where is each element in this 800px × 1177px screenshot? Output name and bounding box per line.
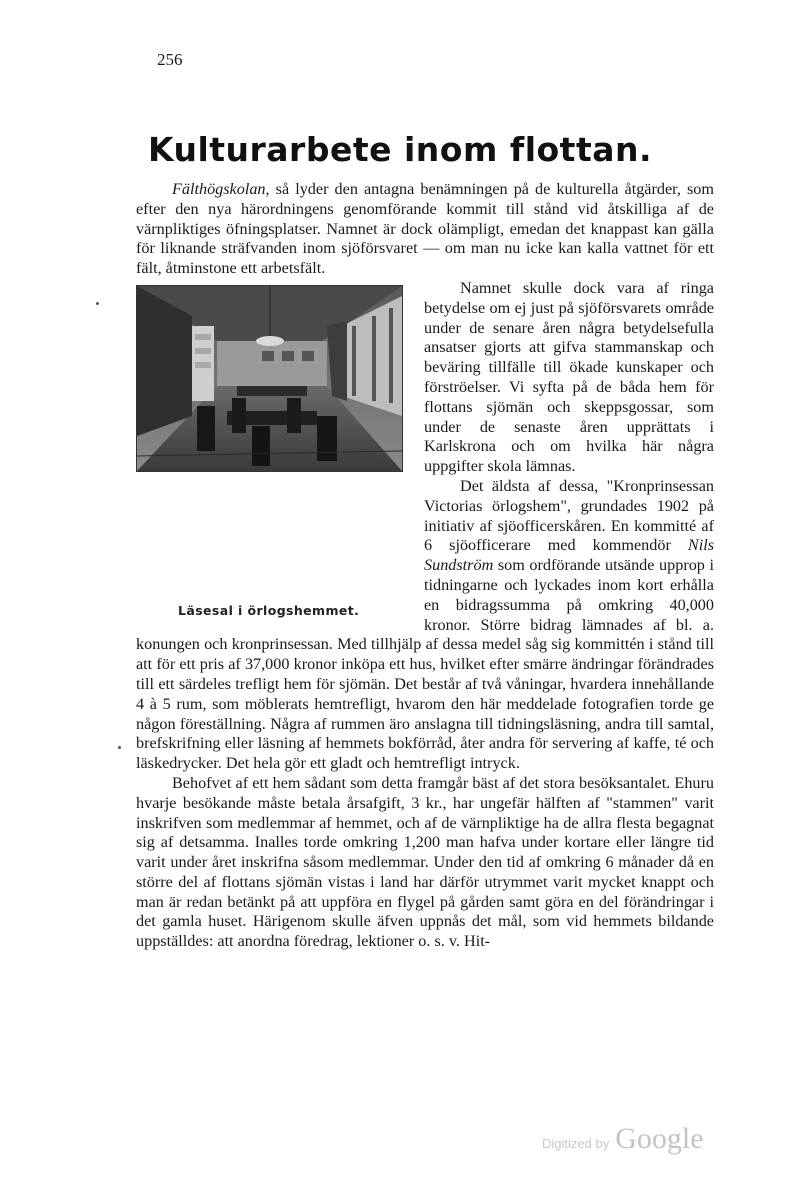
digitized-watermark — [542, 1122, 704, 1156]
reading-room-photo — [136, 285, 403, 472]
paragraph-3-part1: Det äldsta af dessa, "Kronprinsessan Victorias örlogshem", grundades 1902 på initiativ af sjöofficerskåren. En kommitté af 6 sjöofficerare med kommendör — [424, 476, 714, 555]
watermark-small-text: Digitized by — [542, 1136, 610, 1151]
reading-room-figure — [136, 283, 406, 625]
page-number: 256 — [157, 50, 183, 69]
article-body — [136, 180, 714, 952]
paragraph-3-italic-name: Nils Sundström — [424, 536, 714, 575]
paragraph-4: Behofvet af ett hem sådant som detta framgår bäst af det stora besöksantalet. Ehuru hvarje besökande måste betala årsafgift, 3 kr., har ungefär hälften af "stammen" varit inskrifven som medlemmar af hemmet, och af de värnpliktige ha de allra flesta begagnat sig af detsamma. Inalles torde omkring 1,200 man hafva under kortare eller längre tid varit under året inskrifna såsom medlemmar. Under den tid af omkring 6 månader då en större del af flottans sjömän vistas i land har därför utrymmet varit mycket knappt och man är redan betänkt på att uppföra en flygel på gården samt göra en del förändringar i det gamla huset. Härigenom skulle äfven uppnås det mål, som vid hemmets bildande uppställdes: att anordna föredrag, lektioner o. s. v. Hit- — [136, 773, 714, 951]
figure-caption: Läsesal i örlogshemmet. — [178, 602, 360, 618]
reading-room-image — [137, 286, 402, 471]
intro-text: , så lyder den antagna benämningen på de kulturella åtgärder, som efter den nya härordningens genomförande kommit till stånd vid åtskilliga af de värnpliktiges öfningsplatser. Namnet är dock olämpligt, emedan det knappast kan gälla för liknande sträfvanden inom sjöförsvaret — om man nu icke kan kalla vattnet för ett fält, åtminstone ett arbetsfält. — [136, 180, 714, 278]
watermark-logo-text: Google — [615, 1122, 704, 1155]
paragraph-2: Namnet skulle dock vara af ringa betydelse om ej just på sjöförsvarets område under de senare åren några betydelsefulla ansatser gjorts att gifva stammanskap och beväring tillfälle till ökade kunskaper och förströelser. Vi syfta på de båda hem för flottans sjömän och skeppsgossar, som under de senaste åren upprättats i Karlskrona och om hvilka här några uppgifter skola lämnas. — [424, 278, 714, 476]
scan-speck — [96, 302, 99, 305]
article-title: Kulturarbete inom flottan. — [147, 130, 653, 169]
scan-speck — [118, 746, 121, 749]
intro-italic-lead: Fälthögskolan — [172, 180, 266, 198]
paragraph-3-part2: som ordförande utsände upprop i tidningarne och lyckades inom kort erhålla en bidragssumma på omkring 40,000 kronor. Större bidrag lämnades af bl. a. konungen och kronprinsessan. Med tillhjälp af dessa medel såg sig kommittén i stånd till att för ett pris af 37,000 kronor inköpa ett hus, hvilket efter smärre ändringar förändrades till ett särdeles trefligt hem för sjömän. Det består af två våningar, hvardera innehållande 4 à 5 rum, som möblerats hemtrefligt, hvarom den här meddelade fotografien torde ge någon föreställning. Några af rummen äro anslagna till tidningsläsning, andra till samtal, brefskrifning eller läsning af hemmets bokförråd, åter andra för servering af kaffe, té och läskedrycker. Det hela gör ett gladt och hemtrefligt intryck. — [136, 556, 714, 773]
intro-paragraph — [136, 180, 714, 279]
